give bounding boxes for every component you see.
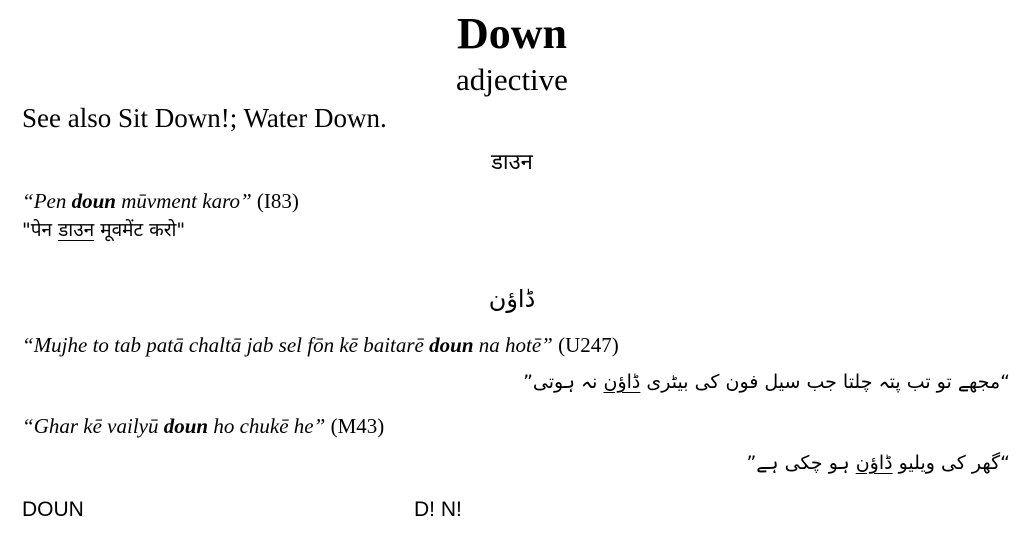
quote-close: ” bbox=[541, 333, 553, 357]
script-after: ہو چکی ہے” bbox=[746, 452, 856, 474]
script-before: "पेन bbox=[22, 219, 59, 241]
urdu-example-1-script bbox=[523, 366, 1010, 398]
quote-after: mūvment karo bbox=[115, 189, 240, 213]
urdu-example-2-transliteration bbox=[22, 412, 384, 440]
script-keyword: ڈاؤن bbox=[855, 452, 893, 474]
quote-after: na hotē bbox=[473, 333, 542, 357]
script-before: “گھر کی ویلیو bbox=[892, 452, 1010, 474]
quote-before: Ghar kē vailyū bbox=[33, 414, 164, 438]
urdu-example-1-transliteration bbox=[22, 331, 619, 359]
footer-code-middle: D! N! bbox=[414, 498, 462, 521]
quote-open: “ bbox=[22, 414, 34, 438]
quote-keyword: doun bbox=[163, 414, 209, 438]
quote-open: “ bbox=[22, 333, 34, 357]
script-before: “مجھے تو تب پتہ چلتا جب سیل فون کی بیٹری bbox=[640, 371, 1010, 393]
quote-before: Pen bbox=[33, 189, 72, 213]
part-of-speech: adjective bbox=[456, 62, 568, 97]
hindi-heading: डाउन bbox=[491, 150, 533, 175]
quote-before: Mujhe to tab patā chaltā jab sel fōn kē baitarē bbox=[33, 333, 430, 357]
quote-open: “ bbox=[22, 189, 34, 213]
urdu-example-2-script bbox=[746, 447, 1010, 479]
quote-close: ” bbox=[239, 189, 252, 213]
quote-close: ” bbox=[313, 414, 326, 438]
urdu-heading: ڈاؤن bbox=[488, 285, 536, 313]
hindi-example-transliteration bbox=[22, 187, 299, 215]
quote-keyword: doun bbox=[429, 333, 474, 357]
see-also-line: See also Sit Down!; Water Down. bbox=[22, 103, 387, 133]
footer-code-left: DOUN bbox=[22, 498, 84, 521]
script-keyword: डाउन bbox=[58, 219, 95, 241]
quote-after: ho chukē he bbox=[208, 414, 314, 438]
quote-keyword: doun bbox=[71, 189, 116, 213]
hindi-example-script bbox=[22, 216, 185, 244]
script-keyword: ڈاؤن bbox=[603, 371, 641, 393]
source-ref: (U247) bbox=[552, 333, 619, 357]
headword: Down bbox=[456, 9, 568, 58]
script-after: نہ ہوتی” bbox=[523, 371, 604, 393]
source-ref: (I83) bbox=[251, 189, 299, 213]
script-after: मूवमेंट करो" bbox=[94, 219, 186, 241]
source-ref: (M43) bbox=[325, 414, 385, 438]
